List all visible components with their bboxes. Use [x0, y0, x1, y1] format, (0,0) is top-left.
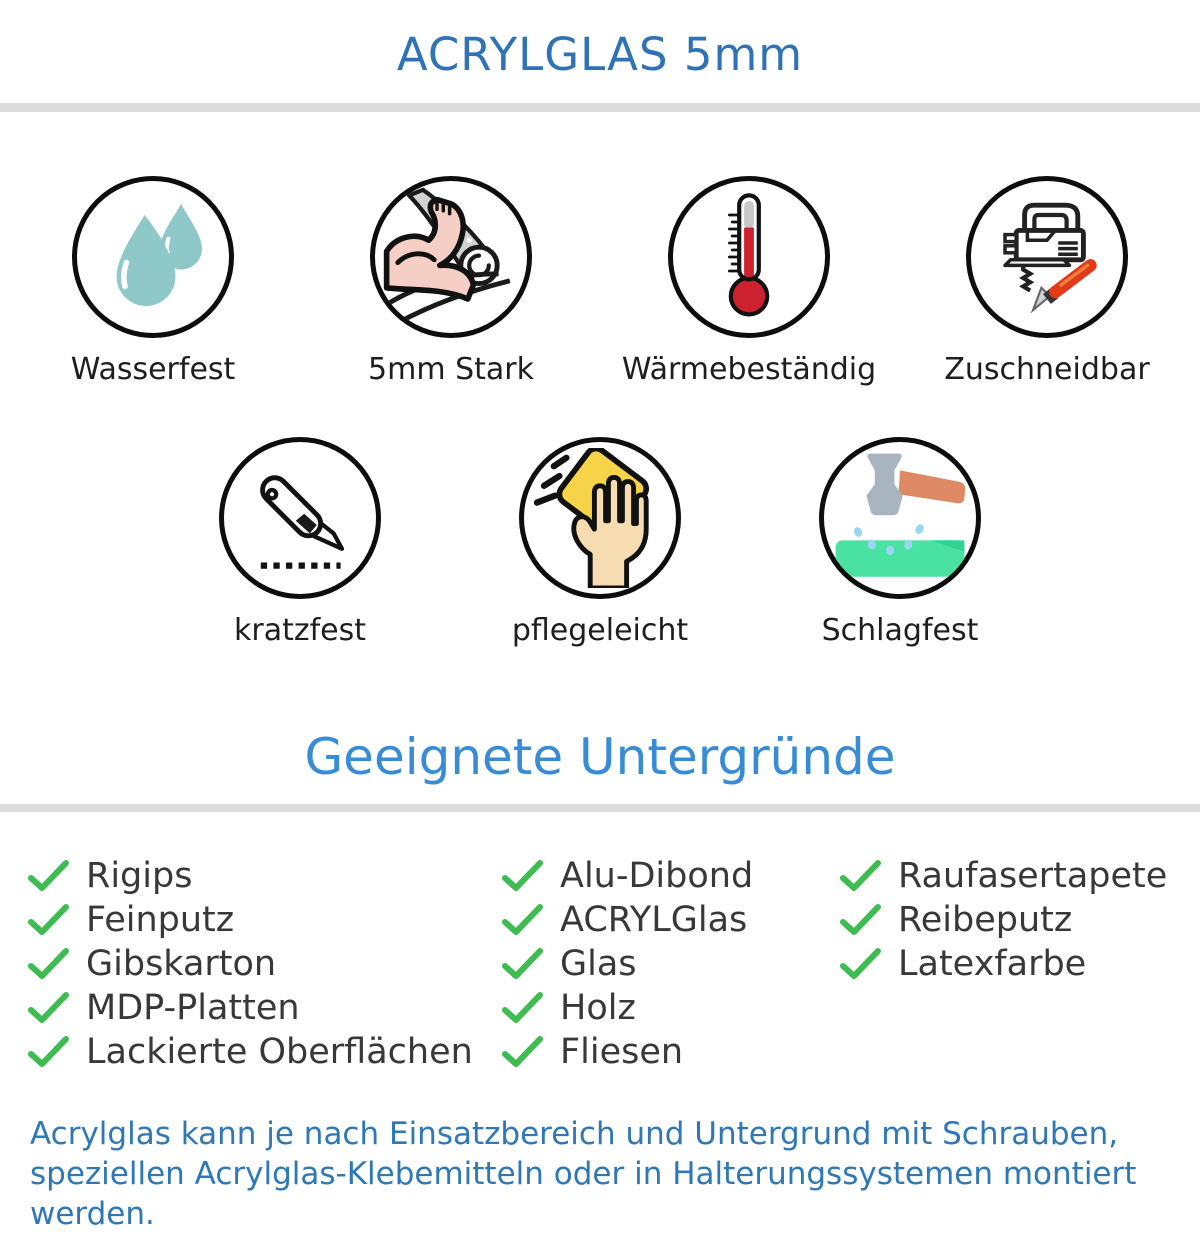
- mounting-note-line-1: Acrylglas kann je nach Einsatzbereich und Untergrund mit Schrauben,: [30, 1116, 1119, 1152]
- list-item: [28, 986, 502, 1030]
- divider-middle: [0, 804, 1200, 812]
- icon-circle: [668, 176, 830, 338]
- feature-5mm-stark: [306, 176, 596, 387]
- list-item-label: ACRYLGlas: [560, 900, 748, 940]
- feature-label: Zuschneidbar: [944, 352, 1150, 387]
- divider-top: [0, 103, 1200, 112]
- check-icon: [28, 859, 70, 893]
- list-item-label: Lackierte Oberflächen: [86, 1032, 473, 1072]
- icon-circle: [72, 176, 234, 338]
- thermometer-icon: [679, 187, 819, 327]
- jigsaw-cutter-icon: [977, 187, 1117, 327]
- check-icon: [502, 1035, 544, 1069]
- list-item: [28, 1030, 502, 1074]
- list-item: [502, 942, 840, 986]
- list-item: [502, 898, 840, 942]
- list-item: [28, 898, 502, 942]
- list-item-label: Raufasertapete: [898, 856, 1168, 896]
- feature-label: kratzfest: [233, 613, 366, 648]
- feature-label: Schlagfest: [821, 613, 979, 648]
- list-item: [28, 854, 502, 898]
- list-item-label: Reibeputz: [898, 900, 1073, 940]
- check-icon: [28, 1035, 70, 1069]
- icon-circle: [219, 437, 381, 599]
- check-icon: [502, 947, 544, 981]
- check-icon: [28, 903, 70, 937]
- feature-label: Wärmebeständig: [621, 352, 877, 387]
- icon-circle: [966, 176, 1128, 338]
- icon-circle: [819, 437, 981, 599]
- list-item: [502, 854, 840, 898]
- hammer-impact-icon: [830, 448, 970, 588]
- subheading: Geeignete Untergründe: [304, 728, 896, 786]
- check-icon: [840, 947, 882, 981]
- icon-circle: [370, 176, 532, 338]
- list-item: [840, 942, 1200, 986]
- check-icon: [502, 859, 544, 893]
- list-item: [840, 854, 1200, 898]
- list-item-label: MDP-Platten: [86, 988, 300, 1028]
- check-icon: [28, 947, 70, 981]
- list-item: [502, 1030, 840, 1074]
- mounting-note-line-2: speziellen Acrylglas-Klebemitteln oder in Halterungssystemen montiert werden.: [30, 1156, 1137, 1232]
- list-item-label: Holz: [560, 988, 636, 1028]
- check-icon: [502, 991, 544, 1025]
- feature-pflegeleicht: [450, 437, 750, 648]
- page-title: ACRYLGLAS 5mm: [396, 28, 804, 81]
- feature-kratzfest: [150, 437, 450, 648]
- list-item-label: Latexfarbe: [898, 944, 1087, 984]
- feature-label: pflegeleicht: [511, 613, 689, 648]
- list-item: [502, 986, 840, 1030]
- checklist-column-3: [840, 854, 1200, 1074]
- feature-label: Wasserfest: [70, 352, 236, 387]
- substrate-checklist: [0, 854, 1200, 1074]
- check-icon: [840, 859, 882, 893]
- feature-waermebestaendig: [604, 176, 894, 387]
- list-item-label: Glas: [560, 944, 637, 984]
- check-icon: [28, 991, 70, 1025]
- list-item: [28, 942, 502, 986]
- list-item-label: Alu-Dibond: [560, 856, 754, 896]
- feature-wasserfest: [8, 176, 298, 387]
- check-icon: [502, 903, 544, 937]
- checklist-column-2: [502, 854, 840, 1074]
- feature-schlagfest: [750, 437, 1050, 648]
- check-icon: [840, 903, 882, 937]
- icon-circle: [519, 437, 681, 599]
- list-item-label: Feinputz: [86, 900, 235, 940]
- feature-row-1: [0, 176, 1200, 387]
- utility-knife-icon: [230, 448, 370, 588]
- water-drops-icon: [83, 187, 223, 327]
- feature-zuschneidbar: [902, 176, 1192, 387]
- feature-row-2: [0, 437, 1200, 648]
- bicep-material-icon: [381, 187, 521, 327]
- mounting-note: [0, 1114, 1200, 1234]
- list-item-label: Fliesen: [560, 1032, 684, 1072]
- cleaning-hand-icon: [530, 448, 670, 588]
- list-item: [840, 898, 1200, 942]
- list-item-label: Rigips: [86, 856, 193, 896]
- list-item-label: Gibskarton: [86, 944, 277, 984]
- checklist-column-1: [28, 854, 502, 1074]
- feature-label: 5mm Stark: [368, 352, 534, 387]
